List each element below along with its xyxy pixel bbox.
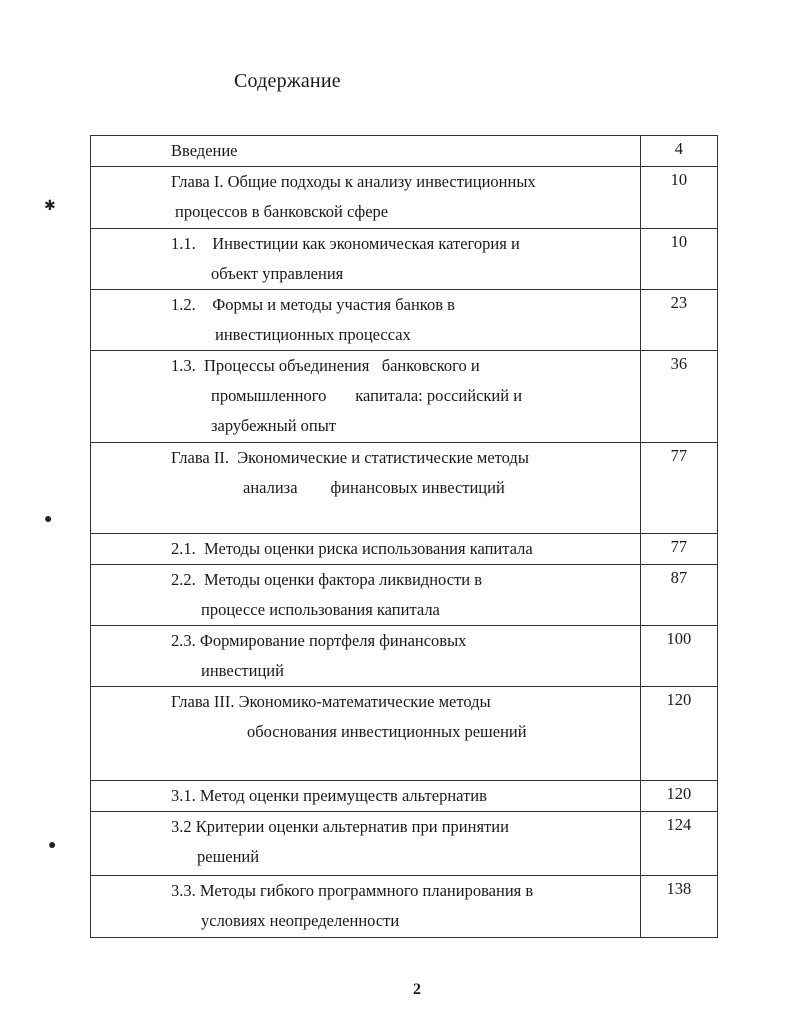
toc-page-number: 10 (670, 170, 688, 189)
table-row (91, 565, 718, 626)
toc-entry-page (640, 812, 717, 876)
toc-entry-line: объект управления (211, 264, 344, 283)
table-row (91, 687, 718, 781)
toc-entry-page (640, 565, 717, 626)
toc-page-number: 100 (666, 629, 692, 648)
toc-entry-line: 3.3. Методы гибкого программного планирования в (171, 881, 534, 900)
toc-page-number: 138 (666, 879, 692, 898)
document-title: Содержание (234, 70, 341, 92)
toc-page-number: 77 (670, 537, 688, 556)
table-row (91, 626, 718, 687)
table-row (91, 443, 718, 534)
table-of-contents (90, 135, 718, 938)
toc-entry-line: Глава III. Экономико-математические методы (171, 692, 491, 711)
toc-entry-title (91, 167, 641, 229)
toc-entry-line: 1.2. Формы и методы участия банков в (171, 295, 455, 314)
toc-entry-title (91, 687, 641, 781)
toc-entry-title (91, 565, 641, 626)
toc-page-number: 10 (670, 232, 688, 251)
toc-entry-page (640, 136, 717, 167)
table-row (91, 136, 718, 167)
toc-entry-page (640, 781, 717, 812)
toc-entry-title (91, 534, 641, 565)
toc-entry-page (640, 290, 717, 351)
toc-page-number: 124 (666, 815, 692, 834)
toc-entry-line: 1.3. Процессы объединения банковского и (171, 356, 480, 375)
toc-entry-line: инвестиционных процессах (215, 325, 411, 344)
table-row (91, 351, 718, 443)
toc-entry-line: процессов в банковской сфере (175, 202, 389, 221)
toc-entry-line: зарубежный опыт (211, 416, 337, 435)
toc-page-number: 77 (670, 446, 688, 465)
toc-entry-line: условиях неопределенности (201, 911, 400, 930)
scan-mark: ✱ (44, 199, 56, 214)
toc-page-number: 4 (674, 139, 683, 158)
toc-entry-page (640, 443, 717, 534)
toc-entry-page (640, 626, 717, 687)
toc-entry-page (640, 167, 717, 229)
toc-entry-title (91, 443, 641, 534)
toc-entry-line: Глава I. Общие подходы к анализу инвестиционных (171, 172, 536, 191)
toc-entry-title (91, 136, 641, 167)
toc-entry-line: промышленного капитала: российский и (211, 386, 523, 405)
toc-entry-line: 2.1. Методы оценки риска использования капитала (171, 539, 533, 558)
toc-entry-line (91, 503, 640, 533)
toc-entry-line: процессе использования капитала (201, 600, 440, 619)
table-row (91, 167, 718, 229)
toc-entry-title (91, 812, 641, 876)
toc-entry-page (640, 351, 717, 443)
toc-entry-line: 3.1. Метод оценки преимуществ альтернатив (171, 786, 487, 805)
scan-mark: ● (44, 512, 53, 527)
toc-entry-page (640, 534, 717, 565)
toc-entry-page (640, 687, 717, 781)
scan-mark: ● (48, 838, 57, 853)
toc-entry-line: Глава II. Экономические и статистические методы (171, 448, 529, 467)
table-row (91, 534, 718, 565)
table-row (91, 781, 718, 812)
toc-entry-page (640, 876, 717, 938)
toc-entry-title (91, 290, 641, 351)
toc-entry-line: обоснования инвестиционных решений (247, 722, 527, 741)
toc-entry-line: Введение (171, 141, 238, 160)
toc-entry-line: решений (197, 847, 260, 866)
table-row (91, 876, 718, 938)
table-row (91, 812, 718, 876)
toc-entry-page (640, 229, 717, 290)
toc-entry-line: 1.1. Инвестиции как экономическая категория и (171, 234, 520, 253)
toc-page-number: 36 (670, 354, 688, 373)
toc-entry-line: анализа финансовых инвестиций (243, 478, 505, 497)
toc-entry-line: 3.2 Критерии оценки альтернатив при принятии (171, 817, 509, 836)
toc-page-number: 120 (666, 690, 692, 709)
toc-page-number: 120 (666, 784, 692, 803)
toc-entry-title (91, 626, 641, 687)
toc-entry-line: 2.2. Методы оценки фактора ликвидности в (171, 570, 482, 589)
toc-entry-line: инвестиций (201, 661, 284, 680)
toc-page-number: 87 (670, 568, 688, 587)
toc-page-number: 23 (670, 293, 688, 312)
table-row (91, 290, 718, 351)
page-number: 2 (413, 981, 421, 998)
toc-entry-line: 2.3. Формирование портфеля финансовых (171, 631, 467, 650)
table-row (91, 229, 718, 290)
toc-entry-title (91, 876, 641, 938)
toc-entry-title (91, 229, 641, 290)
toc-entry-line (91, 747, 640, 777)
toc-entry-title (91, 351, 641, 443)
toc-entry-title (91, 781, 641, 812)
